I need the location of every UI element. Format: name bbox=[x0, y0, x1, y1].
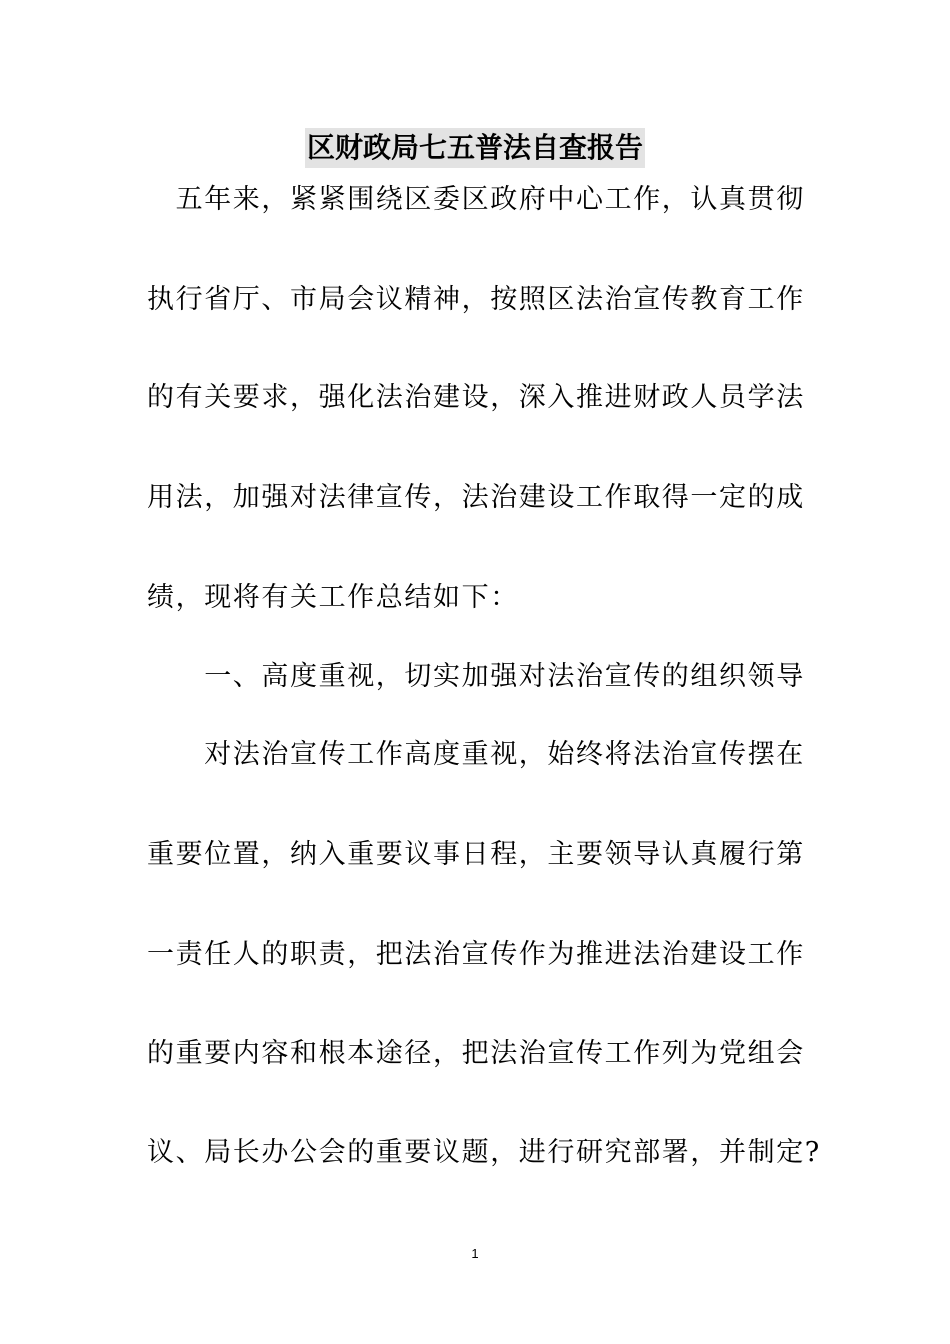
section-heading-1: 一、高度重视，切实加强对法治宣传的组织领导 bbox=[147, 661, 805, 692]
body-line-2: 执行省厅、市局会议精神，按照区法治宣传教育工作 bbox=[147, 284, 805, 315]
page-number: 1 bbox=[471, 1246, 479, 1261]
title-container bbox=[0, 128, 950, 168]
body-line-3: 的有关要求，强化法治建设，深入推进财政人员学法 bbox=[147, 382, 805, 413]
body-line-7: 重要位置，纳入重要议事日程，主要领导认真履行第 bbox=[147, 839, 805, 870]
body-line-6: 对法治宣传工作高度重视，始终将法治宣传摆在 bbox=[147, 739, 805, 770]
body-line-1: 五年来，紧紧围绕区委区政府中心工作，认真贯彻 bbox=[147, 184, 805, 215]
body-line-9: 的重要内容和根本途径，把法治宣传工作列为党组会 bbox=[147, 1038, 805, 1069]
body-line-10: 议、局长办公会的重要议题，进行研究部署，并制定? bbox=[147, 1137, 821, 1168]
body-line-8: 一责任人的职责，把法治宣传作为推进法治建设工作 bbox=[147, 939, 805, 970]
body-line-4: 用法，加强对法律宣传，法治建设工作取得一定的成 bbox=[147, 482, 805, 513]
document-title: 区财政局七五普法自查报告 bbox=[305, 128, 645, 168]
body-line-5: 绩，现将有关工作总结如下： bbox=[147, 582, 519, 613]
